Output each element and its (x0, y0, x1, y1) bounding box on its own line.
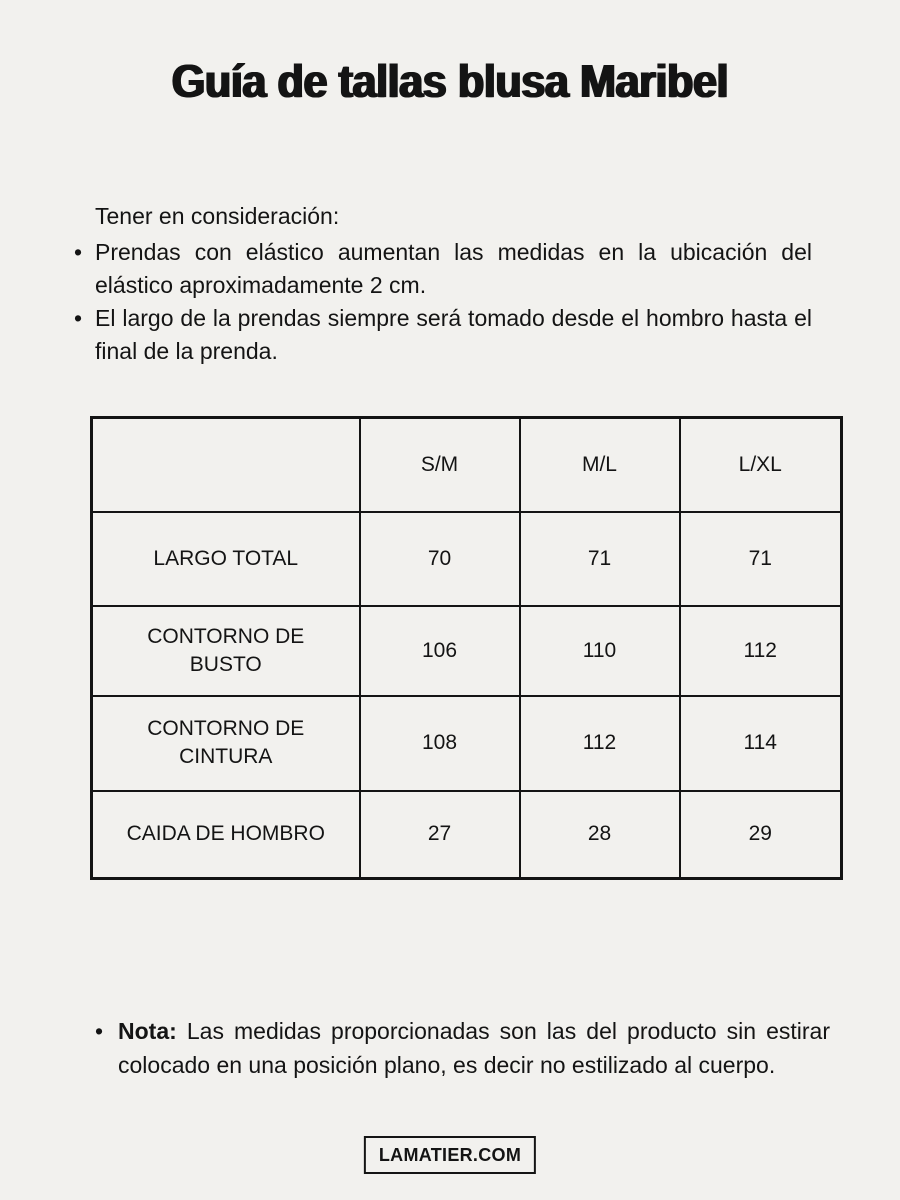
table-row (92, 606, 842, 696)
measurement-cell: 28 (520, 791, 680, 879)
row-label: LARGO TOTAL (92, 512, 360, 606)
measurement-cell: 108 (360, 696, 520, 791)
table-row (92, 512, 842, 606)
table-row (92, 791, 842, 879)
note-label: Nota: (118, 1018, 177, 1044)
measurement-cell: 110 (520, 606, 680, 696)
row-label: CONTORNO DE CINTURA (92, 696, 360, 791)
measurement-cell: 106 (360, 606, 520, 696)
table-row (92, 696, 842, 791)
note-text: Las medidas proporcionadas son las del producto sin estirar colocado en una posición plano, es decir no estilizado al cuerpo. (118, 1018, 830, 1078)
size-table-header-row (92, 418, 842, 512)
bullet-icon: • (74, 305, 83, 331)
measurement-cell: 112 (520, 696, 680, 791)
considerations-section (72, 200, 812, 368)
size-table-col-sm: S/M (360, 418, 520, 512)
considerations-heading: Tener en consideración: (95, 203, 340, 229)
measurement-cell: 70 (360, 512, 520, 606)
row-label: CAIDA DE HOMBRO (92, 791, 360, 879)
size-table-col-ml: M/L (520, 418, 680, 512)
size-table (90, 416, 843, 880)
website-badge (364, 1136, 536, 1174)
consideration-item (72, 302, 812, 368)
page-title (0, 54, 900, 108)
measurement-cell: 114 (680, 696, 842, 791)
measurement-cell: 71 (520, 512, 680, 606)
consideration-item-text: Prendas con elástico aumentan las medidas en la ubicación del elástico aproximadamente 2 cm. (95, 239, 812, 298)
note-paragraph (93, 1014, 830, 1082)
measurement-cell: 29 (680, 791, 842, 879)
website-badge-text: LAMATIER.COM (378, 1145, 522, 1165)
size-table-col-lxl: L/XL (680, 418, 842, 512)
bullet-icon: • (95, 1018, 104, 1044)
measurement-cell: 112 (680, 606, 842, 696)
consideration-item-text: El largo de la prendas siempre será tomado desde el hombro hasta el final de la prenda. (95, 305, 812, 364)
row-label: CONTORNO DE BUSTO (92, 606, 360, 696)
measurement-cell: 27 (360, 791, 520, 879)
page-title-text: Guía de tallas blusa Maribel (171, 55, 729, 107)
consideration-item (72, 236, 812, 302)
measurement-cell: 71 (680, 512, 842, 606)
size-table-corner-cell (92, 418, 360, 512)
bullet-icon: • (74, 239, 83, 265)
